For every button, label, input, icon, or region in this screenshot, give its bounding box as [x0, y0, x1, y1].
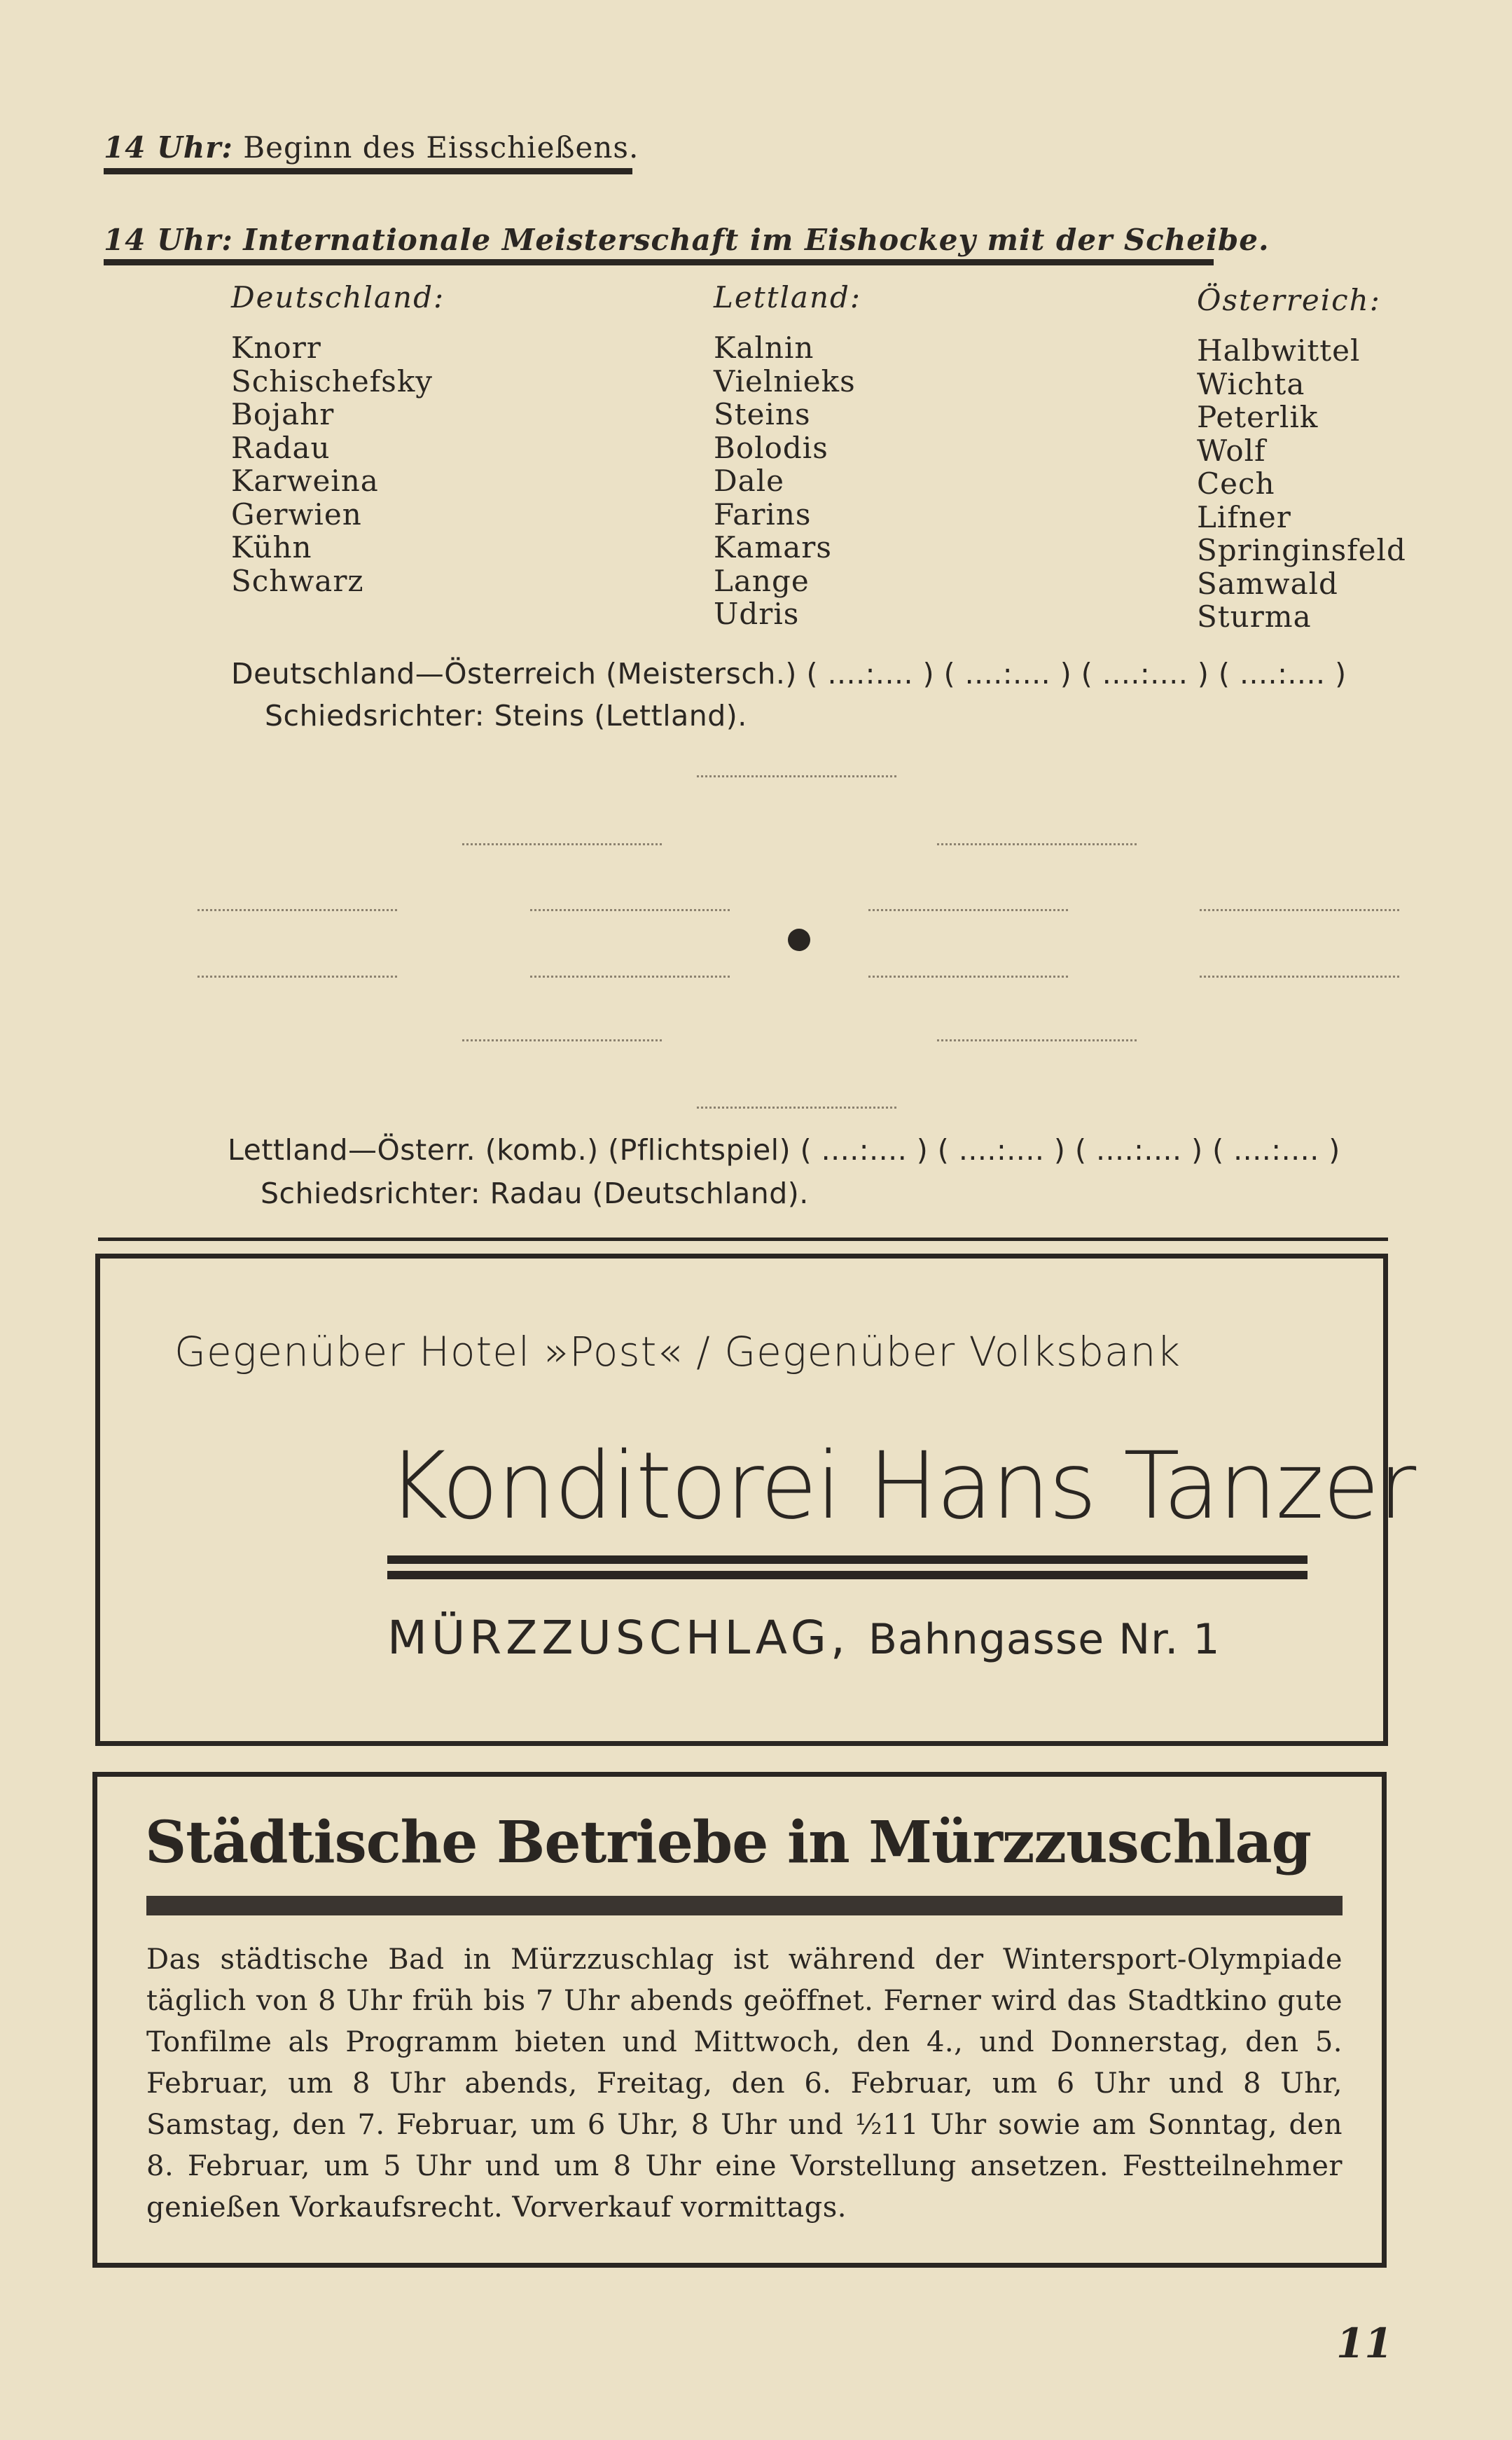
referee-line-1: Schiedsrichter: Steins (Lettland).: [265, 699, 747, 733]
player-name: Vielnieks: [714, 363, 856, 398]
team-name: Deutschland:: [231, 280, 445, 314]
blank-line: [868, 909, 1068, 911]
player-name: Knorr: [231, 331, 321, 365]
player-name: Kühn: [231, 530, 312, 564]
ad-street: Bahngasse Nr. 1: [868, 1615, 1221, 1664]
player-name: Schischefsky: [231, 363, 434, 398]
blank-line: [1200, 976, 1399, 978]
blank-line: [462, 1039, 662, 1041]
player-name: Schwarz: [231, 563, 364, 598]
score-slots: ( ....:.... ) ( ....:.... ) ( ....:.... ) ( ....:.... ): [800, 1133, 1340, 1167]
score-slots: ( ....:.... ) ( ....:.... ) ( ....:.... ) ( ....:.... ): [806, 657, 1347, 691]
event-text: Internationale Meisterschaft im Eishockey mit der Scheibe.: [243, 223, 1270, 257]
player-name: Karweina: [231, 464, 379, 498]
player-name: Dale: [714, 464, 785, 498]
blank-line: [197, 976, 397, 978]
double-rule-top: [387, 1555, 1308, 1564]
ad-town: MÜRZZUSCHLAG,: [387, 1611, 849, 1665]
blank-line: [868, 976, 1068, 978]
player-name: Gerwien: [231, 497, 362, 532]
team-column-latvia: [714, 280, 1134, 631]
team-name: Österreich:: [1197, 283, 1381, 317]
blank-line: [697, 1107, 896, 1109]
player-name: Samwald: [1197, 566, 1338, 601]
time-label: 14 Uhr:: [104, 223, 233, 257]
double-rule-bottom: [387, 1571, 1308, 1579]
player-name: Wolf: [1197, 433, 1266, 468]
team-name: Lettland:: [714, 280, 862, 314]
blank-line: [697, 775, 896, 777]
player-name: Lifner: [1197, 499, 1291, 534]
player-name: Bolodis: [714, 430, 828, 465]
match-line-2: [228, 1133, 1340, 1167]
team-column-germany: [231, 280, 651, 597]
player-name: Udris: [714, 597, 800, 631]
player-name: Radau: [231, 430, 331, 465]
match-label: Deutschland—Österreich (Meistersch.): [231, 657, 797, 691]
player-list: [714, 331, 1134, 631]
player-name: Bojahr: [231, 397, 335, 431]
puck-dot: [788, 929, 810, 951]
player-name: Cech: [1197, 466, 1275, 501]
ad-konditorei: [95, 1254, 1415, 1746]
match-label: Lettland—Österr. (komb.) (Pflichtspiel): [228, 1133, 791, 1167]
ad-address: [387, 1611, 1221, 1665]
ad-stadt-body: Das städtische Bad in Mürzzuschlag ist während der Wintersport-Olympiade täglich von 8 Uhr früh bis 7 Uhr abends geöffnet. Ferner wird das Stadtkino gute Tonfilme als Programm bieten und Mittwoch, den 4., und Donnerstag, den 5. Februar, um 8 Uhr abends, Freitag, den 6. Februar, um 6 Uhr und 8 Uhr, Samstag, den 7. Februar, um 6 Uhr, 8 Uhr und ½11 Uhr sowie am Sonntag, den 8. Februar, um 5 Uhr und um 8 Uhr eine Vorstellung ansetzen. Festteilnehmer genießen Vorkaufsrecht. Vorverkauf vormittags.: [146, 1943, 1343, 2224]
underline-rule: [104, 168, 632, 174]
event-text: Beginn des Eisschießens.: [243, 130, 639, 165]
underline-rule: [104, 259, 1214, 265]
blank-line: [937, 843, 1137, 845]
ad-subtitle: Gegenüber Hotel »Post« / Gegenüber Volksbank: [174, 1328, 1181, 1375]
blank-line: [1200, 909, 1399, 911]
player-name: Kamars: [714, 530, 832, 564]
referee-line-2: Schiedsrichter: Radau (Deutschland).: [261, 1177, 809, 1210]
separator-rule: [98, 1238, 1388, 1241]
player-name: Peterlik: [1197, 400, 1319, 434]
player-list: [1197, 334, 1491, 634]
player-name: Steins: [714, 397, 811, 431]
page-number: 11: [1336, 2320, 1393, 2367]
schedule-line-2: [104, 223, 1270, 257]
player-list: [231, 331, 651, 597]
player-name: Halbwittel: [1197, 333, 1361, 368]
player-name: Lange: [714, 563, 810, 598]
blank-line: [197, 909, 397, 911]
ad-stadt: [92, 1772, 1387, 2268]
blank-line: [530, 976, 730, 978]
ad-stadt-title: Städtische Betriebe in Mürzzuschlag: [145, 1809, 1311, 1876]
player-name: Farins: [714, 497, 812, 532]
title-bar: [146, 1896, 1343, 1915]
schedule-line-1: [104, 130, 639, 165]
time-label: 14 Uhr:: [104, 130, 233, 165]
team-column-austria: [1197, 283, 1491, 634]
blank-line: [937, 1039, 1137, 1041]
match-line-1: [231, 657, 1347, 691]
blank-line: [530, 909, 730, 911]
player-name: Wichta: [1197, 366, 1305, 401]
player-name: Sturma: [1197, 599, 1312, 634]
player-name: Springinsfeld: [1197, 533, 1406, 567]
player-name: Kalnin: [714, 331, 814, 365]
ad-title: Konditorei Hans Tanzer: [387, 1432, 1415, 1540]
blank-line: [462, 843, 662, 845]
